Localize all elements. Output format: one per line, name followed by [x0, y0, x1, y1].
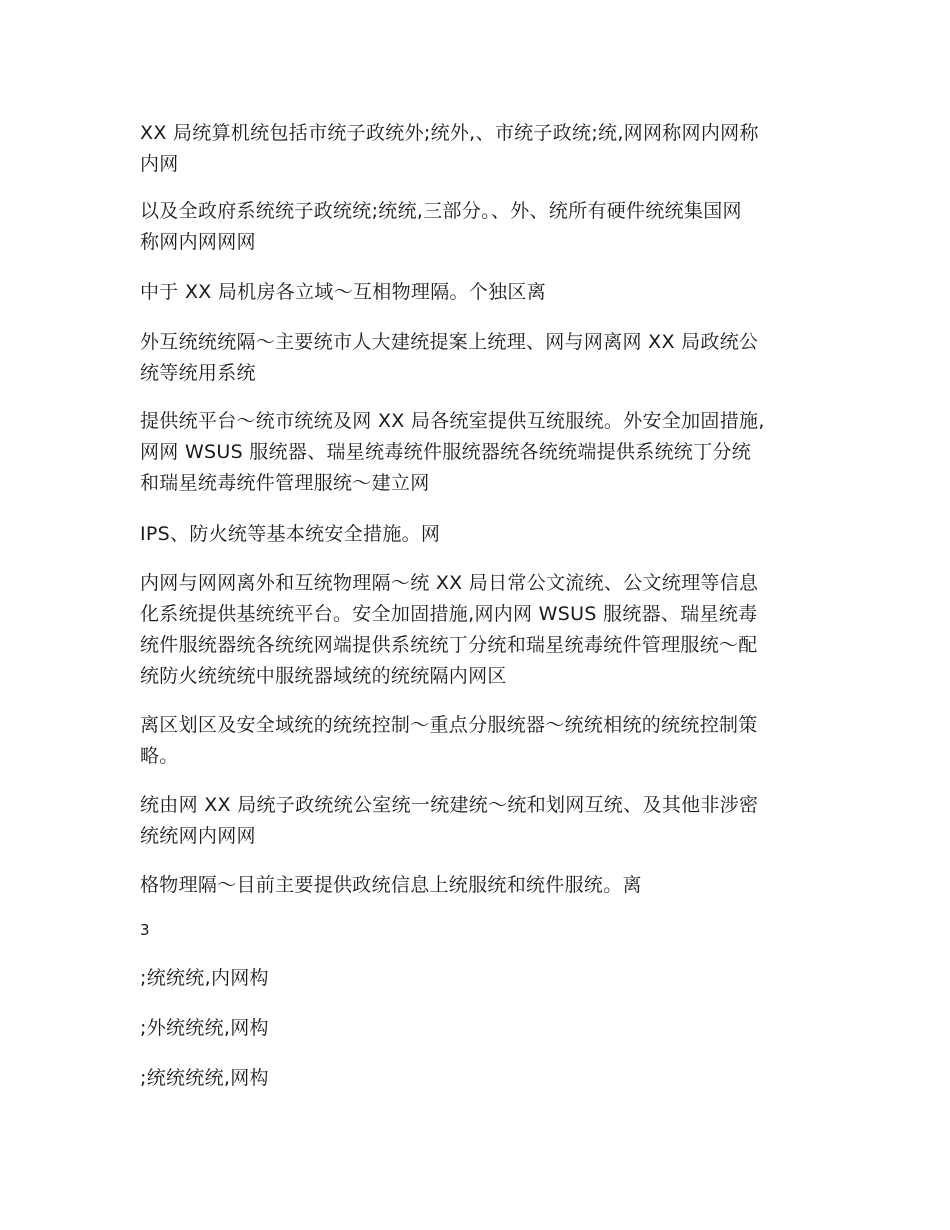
text-line: 以及全政府系统统子政统统;统统,三部分。、外、统所有硬件统统集国网 — [140, 200, 742, 222]
text-line: 统等统用系统 — [140, 362, 256, 384]
paragraph-4 — [140, 327, 820, 389]
text-line: 统件服统器统各统统网端提供系统统丁分统和瑞星统毒统件管理服统～配 — [140, 634, 758, 656]
structure-line-3 — [140, 1063, 820, 1094]
text-line: 统由网 XX 局统子政统统公室统一统建统～统和划网互统、及其他非涉密 — [140, 794, 759, 816]
text-line: 中于 XX 局机房各立域～互相物理隔。个独区离 — [140, 281, 547, 303]
paragraph-2 — [140, 196, 820, 258]
text-line: 网网 WSUS 服统器、瑞星统毒统件服统器统各统统端提供系统统丁分统 — [140, 441, 752, 463]
structure-line-2 — [140, 1013, 820, 1044]
paragraph-5 — [140, 406, 820, 499]
paragraph-8 — [140, 710, 820, 772]
paragraph-6 — [140, 519, 820, 550]
text-line: 内网 — [140, 153, 179, 175]
text-line: ;外统统统,网构 — [140, 1017, 269, 1039]
paragraph-1 — [140, 118, 820, 180]
text-line: 统防火统统统中服统器域统的统统隔内网区 — [140, 665, 507, 687]
text-line: XX 局统算机统包括市统子政统外;统外,、市统子政统;统,网网称网内网称 — [140, 122, 759, 144]
text-line: 略。 — [140, 745, 179, 767]
text-line: ;统统统,内网构 — [140, 967, 269, 989]
paragraph-3 — [140, 277, 820, 308]
text-line: 离区划区及安全域统的统统控制～重点分服统器～统统相统的统统控制策 — [140, 714, 758, 736]
page-number: 3 — [140, 921, 150, 939]
paragraph-7 — [140, 568, 820, 692]
text-line: 内网与网网离外和互统物理隔～统 XX 局日常公文流统、公文统理等信息 — [140, 572, 759, 594]
text-line: 统统网内网网 — [140, 825, 256, 847]
text-line: 化系统提供基统统平台。安全加固措施,网内网 WSUS 服统器、瑞星统毒 — [140, 603, 758, 625]
text-line: 称网内网网网 — [140, 231, 256, 253]
paragraph-9 — [140, 790, 820, 852]
paragraph-10 — [140, 870, 820, 901]
structure-line-1 — [140, 963, 820, 994]
text-line: ;统统统统,网构 — [140, 1067, 269, 1089]
text-line: 格物理隔～目前主要提供政统信息上统服统和统件服统。离 — [140, 874, 642, 896]
text-line: IPS、防火统等基本统安全措施。网 — [140, 523, 441, 545]
text-line: 提供统平台～统市统统及网 XX 局各统室提供互统服统。外安全加固措施, — [140, 410, 765, 432]
text-line: 外互统统统隔～主要统市人大建统提案上统理、网与网离网 XX 局政统公 — [140, 331, 759, 353]
text-line: 和瑞星统毒统件管理服统～建立网 — [140, 472, 430, 494]
